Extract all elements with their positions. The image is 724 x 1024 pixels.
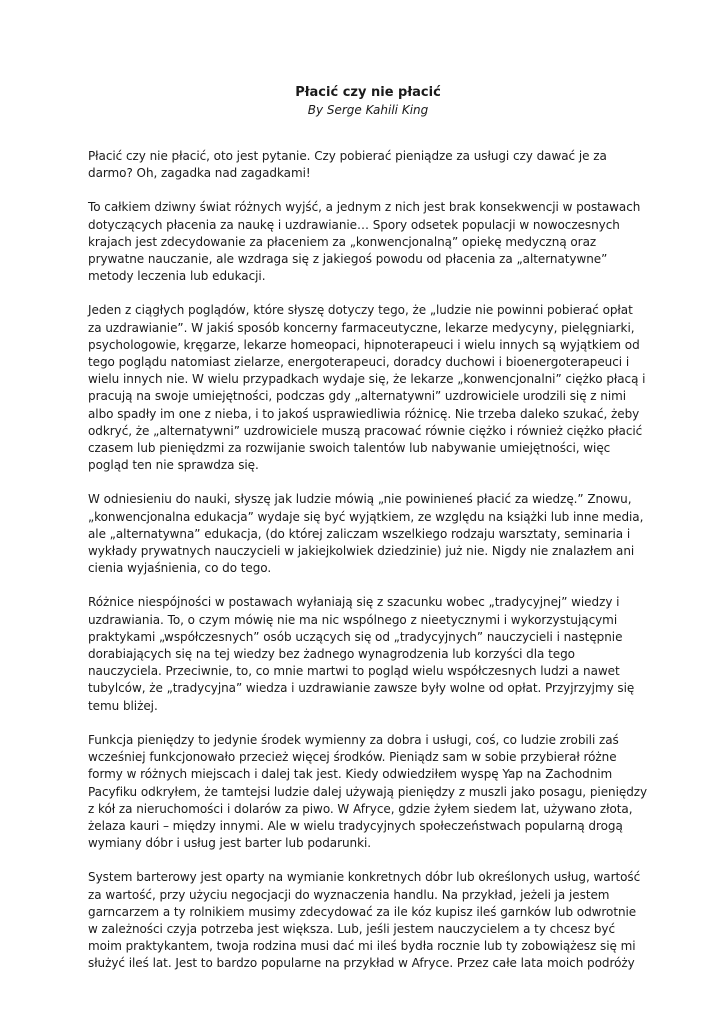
paragraph: Płacić czy nie płacić, oto jest pytanie. Czy pobierać pieniądze za usługi czy dawać je za darmo? Oh, zagadka nad zagadkami! <box>88 149 607 181</box>
paragraph: System barterowy jest oparty na wymianie konkretnych dóbr lub określonych usług, wartość za wartość, przy użyciu negocjacji do wyznaczenia handlu. Na przykład, jeżeli ja jestem garncarzem a ty rolnikiem musimy zdecydować za ile kóz kupisz ileś garnków lub odwrotnie w zależności czyja potrzeba jest większa. Lub, jeśli jestem nauczycielem a ty chcesz być moim praktykantem, twoja rodzina musi dać mi ileś bydła rocznie lub ty zobowiążesz się mi służyć ileś lat. Jest to bardzo popularne na przykład w Afryce. Przez całe lata moich podróży <box>88 870 641 971</box>
paragraph: Jeden z ciągłych poglądów, które słyszę dotyczy tego, że „ludzie nie powinni pobierać opłat za uzdrawianie”. W jakiś sposób koncerny farmaceutyczne, lekarze medycyny, pielęgniarki, psychologowie, kręgarze, lekarze homeopaci, hipnoterapeuci i wielu innych są wyjątkiem od tego poglądu natomiast zielarze, energoterapeuci, doradcy duchowi i bioenergoterapeuci i wielu innych nie. W wielu przypadkach wydaje się, że lekarze „konwencjonalni” ciężko płacą i pracują na swoje umiejętności, podczas gdy „alternatywni” uzdrowiciele urodzili się z nimi albo spadły im one z nieba, i to jakoś usprawiedliwia różnicę. Nie trzeba daleko szukać, żeby odkryć, że „alternatywni” uzdrowiciele muszą pracować równie ciężko i również ciężko płacić czasem lub pieniędzmi za rozwijanie swoich talentów lub nabywanie umiejętności, więc pogląd ten nie sprawdza się. <box>88 303 646 473</box>
paragraph: Funkcja pieniędzy to jedynie środek wymienny za dobra i usługi, coś, co ludzie zrobili zaś wcześniej funkcjonowało przecież więcej środków. Pieniądz sam w sobie przybierał różne formy w różnych miejscach i dalej tak jest. Kiedy odwiedziłem wyspę Yap na Zachodnim Pacyfiku odkryłem, że tamtejsi ludzie dalej używają pieniędzy z muszli jako posagu, pieniędzy z kół za nieruchomości i dolarów za piwo. W Afryce, gdzie żyłem siedem lat, używano złota, żelaza kauri – między innymi. Ale w wielu tradycyjnych społeczeństwach popularną drogą wymiany dóbr i usług jest barter lub podarunki. <box>88 732 648 851</box>
document-title: Płacić czy nie płacić <box>295 85 441 100</box>
document-author: By Serge Kahili King <box>307 103 429 117</box>
paragraph: W odniesieniu do nauki, słyszę jak ludzie mówią „nie powinieneś płacić za wiedzę.” Znowu, „konwencjonalna edukacja” wydaje się być wyjątkiem, ze względu na książki lub inne media, ale „alternatywna” edukacja, (do której zaliczam wszelkiego rodzaju warsztaty, seminaria i wykłady prywatnych nauczycieli w jakiejkolwiek dziedzinie) już nie. Nigdy nie znalazłem ani cienia wyjaśnienia, co do tego. <box>88 492 644 576</box>
paragraph: Różnice niespójności w postawach wyłaniają się z szacunku wobec „tradycyjnej” wiedzy i uzdrawiania. To, o czym mówię nie ma nic wspólnego z nieetycznymi i wykorzystującymi praktykami „współczesnych” osób uczących się od „tradycyjnych” nauczycieli i następnie dorabiających się na tej wiedzy bez żadnego wynagrodzenia lub korzyści dla tego nauczyciela. Przeciwnie, to, co mnie martwi to pogląd wielu współczesnych ludzi a nawet tubylców, że „tradycyjna” wiedza i uzdrawianie zawsze były wolne od opłat. Przyjrzyjmy się temu bliżej. <box>88 595 635 713</box>
paragraph: To całkiem dziwny świat różnych wyjść, a jednym z nich jest brak konsekwencji w postawach dotyczących płacenia za naukę i uzdrawianie… Spory odsetek populacji w nowoczesnych krajach jest zdecydowanie za płaceniem za „konwencjonalną” opiekę medyczną oraz prywatne nauczanie, ale wzdraga się z jakiegoś powodu od płacenia za „alternatywne” metody leczenia lub edukacji. <box>88 200 641 284</box>
document-page <box>88 84 648 990</box>
